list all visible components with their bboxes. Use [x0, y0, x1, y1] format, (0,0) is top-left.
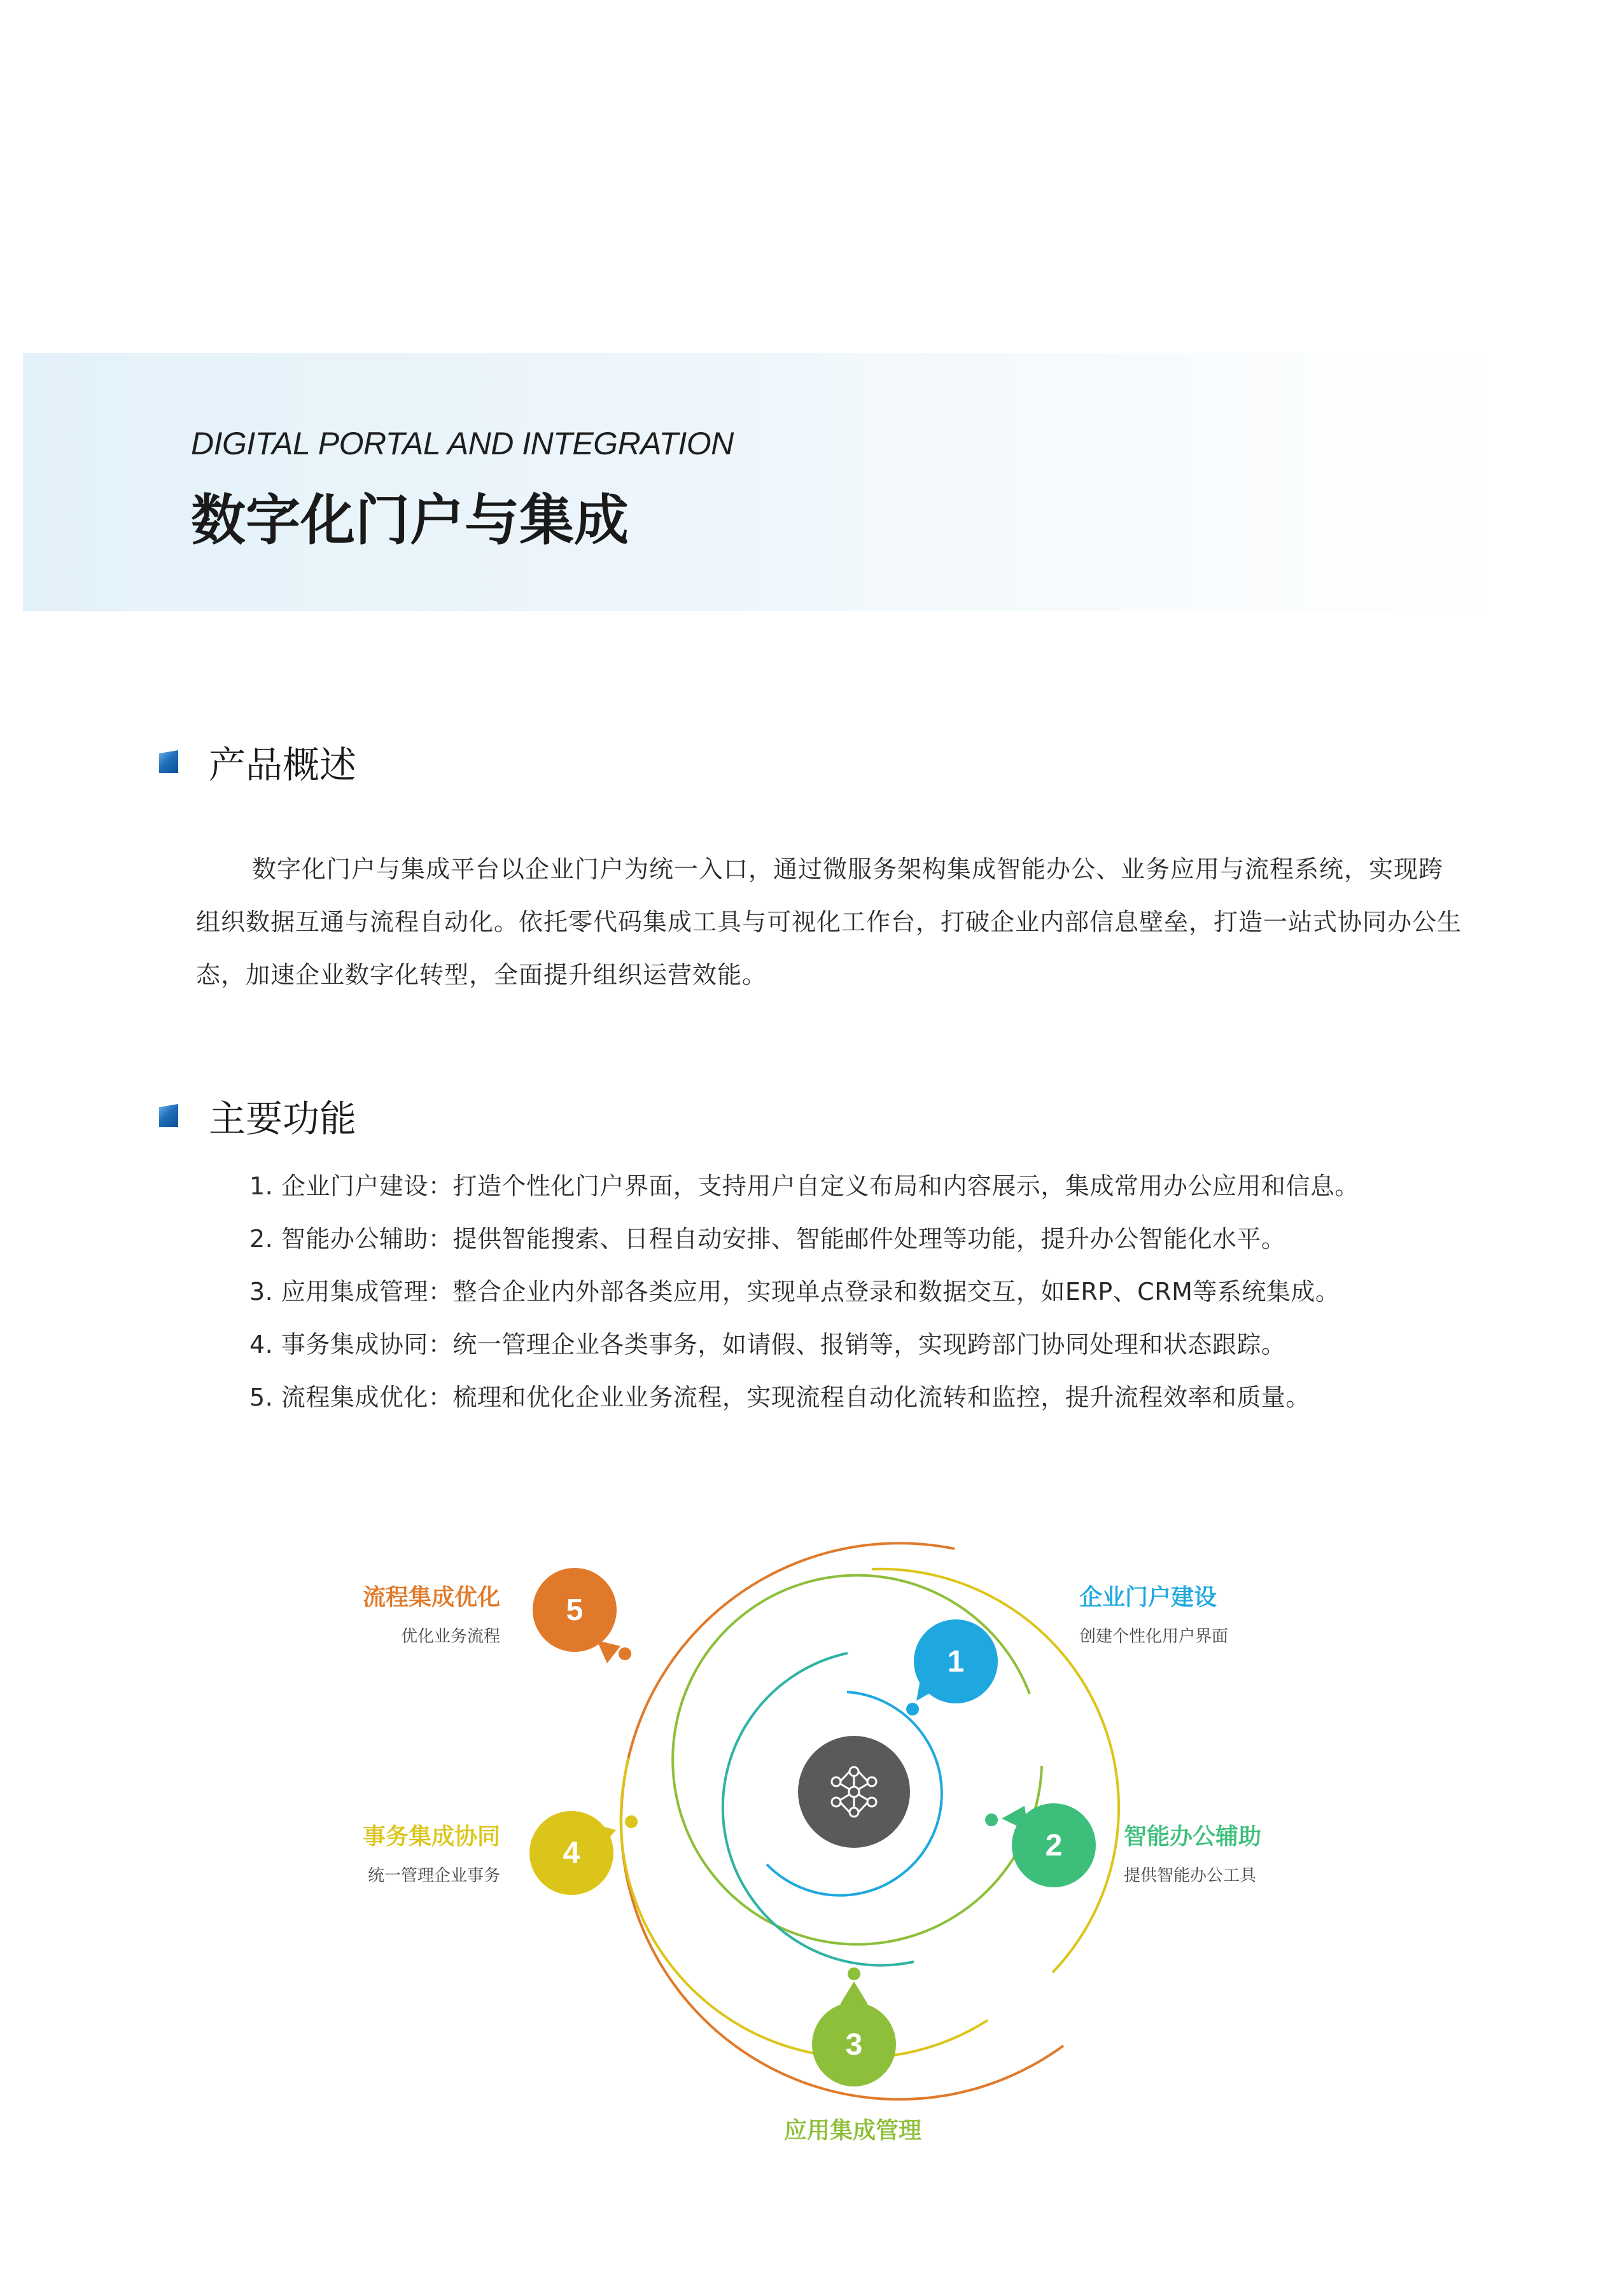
node-4-label	[318, 1819, 500, 1886]
node-3-number: 3	[845, 2028, 863, 2062]
features-heading-text: 主要功能	[209, 1097, 357, 1140]
node-4-number: 4	[563, 1836, 580, 1870]
center-hub	[798, 1736, 910, 1848]
node-5-title: 流程集成优化	[362, 1584, 500, 1611]
node-5-label	[318, 1579, 500, 1647]
node-4-subtitle: 统一管理企业事务	[367, 1866, 500, 1885]
feature-item: 5. 流程集成优化：梳理和优化企业业务流程，实现流程自动化流转和监控，提升流程效率和质量。	[249, 1383, 1310, 1411]
node-3-label	[784, 2113, 921, 2145]
node-1-number: 1	[947, 1645, 965, 1679]
orbit-dot	[625, 1815, 638, 1828]
node-3-title: 应用集成管理	[784, 2118, 922, 2144]
banner-title-cn: 数字化门户与集成	[191, 489, 629, 552]
orbit-dot	[848, 1967, 860, 1980]
feature-item: 4. 事务集成协同：统一管理企业各类事务，如请假、报销等，实现跨部门协同处理和状态跟踪。	[249, 1331, 1286, 1359]
node-2-number: 2	[1045, 1829, 1063, 1862]
node-2-label	[1124, 1819, 1261, 1886]
node-5-subtitle: 优化业务流程	[400, 1627, 500, 1646]
node-2-subtitle: 提供智能办公工具	[1124, 1866, 1257, 1885]
overview-heading-text: 产品概述	[209, 743, 357, 786]
node-4-title: 事务集成协同	[362, 1824, 500, 1850]
orbit-dot	[619, 1647, 631, 1660]
orbit-dot	[985, 1813, 998, 1826]
feature-item: 1. 企业门户建设：打造个性化门户界面，支持用户自定义布局和内容展示，集成常用办公应用和信息。	[249, 1172, 1359, 1200]
feature-item: 2. 智能办公辅助：提供智能搜索、日程自动安排、智能邮件处理等功能，提升办公智能化水平。	[249, 1225, 1286, 1253]
node-1-subtitle: 创建个性化用户界面	[1079, 1627, 1229, 1646]
orbit-dot	[906, 1703, 919, 1715]
node-1-title: 企业门户建设	[1079, 1584, 1217, 1611]
node-1-label	[1079, 1579, 1228, 1647]
feature-item: 3. 应用集成管理：整合企业内外部各类应用，实现单点登录和数据交互，如ERP、CRM等系统集成。	[249, 1278, 1340, 1306]
banner-title-en: DIGITAL PORTAL AND INTEGRATION	[191, 426, 734, 461]
overview-paragraph: 数字化门户与集成平台以企业门户为统一入口，通过微服务架构集成智能办公、业务应用与流程系统，实现跨组织数据互通与流程自动化。依托零代码集成工具与可视化工作台，打破企业内部信息壁垒，打造一站式协同办公生态，加速企业数字化转型，全面提升组织运营效能。	[196, 855, 1462, 989]
node-5-number: 5	[566, 1593, 584, 1627]
node-2-title: 智能办公辅助	[1124, 1824, 1262, 1850]
